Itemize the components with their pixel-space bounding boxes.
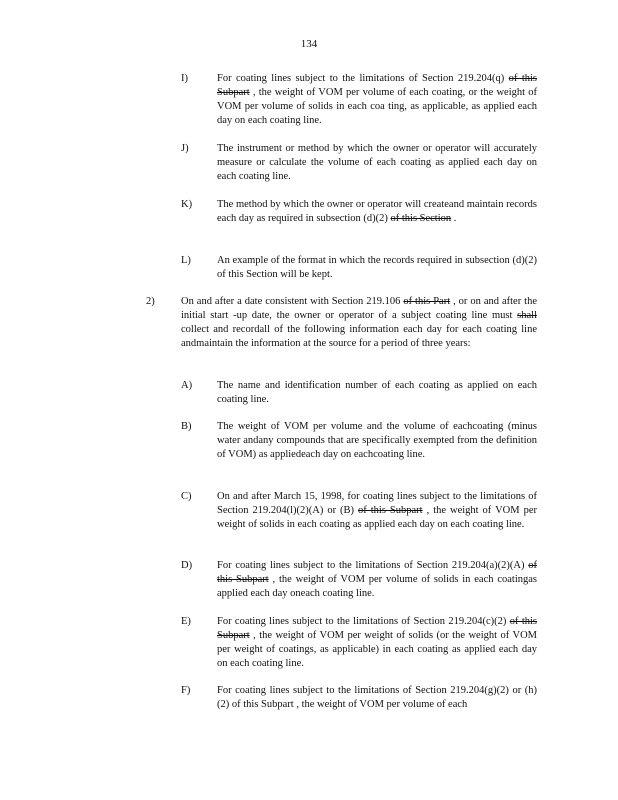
text-run: For coating lines subject to the limitations of Section 219.204(a)(2)(A): [217, 560, 529, 571]
struck-text: of this Section: [390, 213, 452, 224]
item-label: J): [181, 143, 189, 154]
text-run: For coating lines subject to the limitations of Section 219.204(c)(2): [217, 616, 510, 627]
text-run: , or on and after the initial start -up date, the owner or operator of a subject coating line must: [181, 296, 537, 321]
text-run: On and after March 15, 1998, for coating lines subject to the limitations of Section 219.204(l)(2)(A) or (B): [217, 491, 537, 516]
item-label: I): [181, 73, 188, 84]
struck-text: of this Subpart: [358, 505, 423, 516]
item-text: [217, 142, 537, 184]
text-run: , the weight of VOM per weight of solids (or the weight of VOM per weight of coatings, as applicable) in each coating as applied each day on each coating line.: [217, 630, 537, 669]
item-text: [217, 684, 537, 712]
text-run: collect and recordall of the following information each day for each coating line andmaintain the information at the source for a period of three years:: [181, 324, 537, 349]
page-number: 134: [300, 38, 318, 50]
text-run: For coating lines subject to the limitations of Section 219.204(g)(2) or (h)(2) of this Subpart , the weight of VOM per volume of each: [217, 685, 537, 710]
item-text: [217, 72, 537, 128]
item-text: [181, 295, 537, 351]
item-label: 2): [146, 296, 155, 307]
text-run: , the weight of VOM per weight of solids in each coating as applied each day on each coating line.: [217, 505, 537, 530]
item-text: [217, 379, 537, 407]
text-run: The instrument or method by which the owner or operator will accurately measure or calculate the volume of each coating as applied each day on each coating line.: [217, 143, 537, 182]
item-label: A): [181, 380, 193, 391]
item-text: [217, 420, 537, 462]
struck-text: of this Subpart: [217, 73, 537, 98]
item-label: K): [181, 199, 193, 210]
struck-text: of this Subpart: [217, 616, 537, 641]
text-run: The weight of VOM per volume and the volume of eachcoating (minus water andany compounds that are specifically exempted from the definition of VOM) as appliedeach day on eachcoating line.: [217, 421, 537, 460]
text-run: For coating lines subject to the limitations of Section 219.204(q): [217, 73, 509, 84]
item-label: F): [181, 685, 191, 696]
text-run: , the weight of VOM per volume of each coating, or the weight of VOM per volume of solids in each coa ting, as applicable, as applied each day on each coating line.: [217, 87, 537, 126]
item-label: E): [181, 616, 191, 627]
item-text: [217, 559, 537, 601]
struck-text: shall: [517, 310, 537, 321]
item-label: D): [181, 560, 193, 571]
item-text: [217, 198, 537, 226]
item-label: L): [181, 255, 191, 266]
text-run: An example of the format in which the records required in subsection (d)(2) of this Section will be kept.: [217, 255, 537, 280]
text-run: .: [451, 213, 457, 224]
struck-text: of this Subpart: [217, 560, 537, 585]
item-text: [217, 254, 537, 282]
item-text: [217, 490, 537, 532]
text-run: The name and identification number of each coating as applied on each coating line.: [217, 380, 537, 405]
text-run: On and after a date consistent with Section 219.106: [181, 296, 404, 307]
item-label: C): [181, 491, 192, 502]
struck-text: of this Part: [403, 296, 451, 307]
text-run: The method by which the owner or operator will createand maintain records each day as required in subsection (d)(2): [217, 199, 537, 224]
text-run: , the weight of VOM per volume of solids in each coatingas applied each day oneach coating line.: [217, 574, 537, 599]
item-label: B): [181, 421, 192, 432]
item-text: [217, 615, 537, 671]
